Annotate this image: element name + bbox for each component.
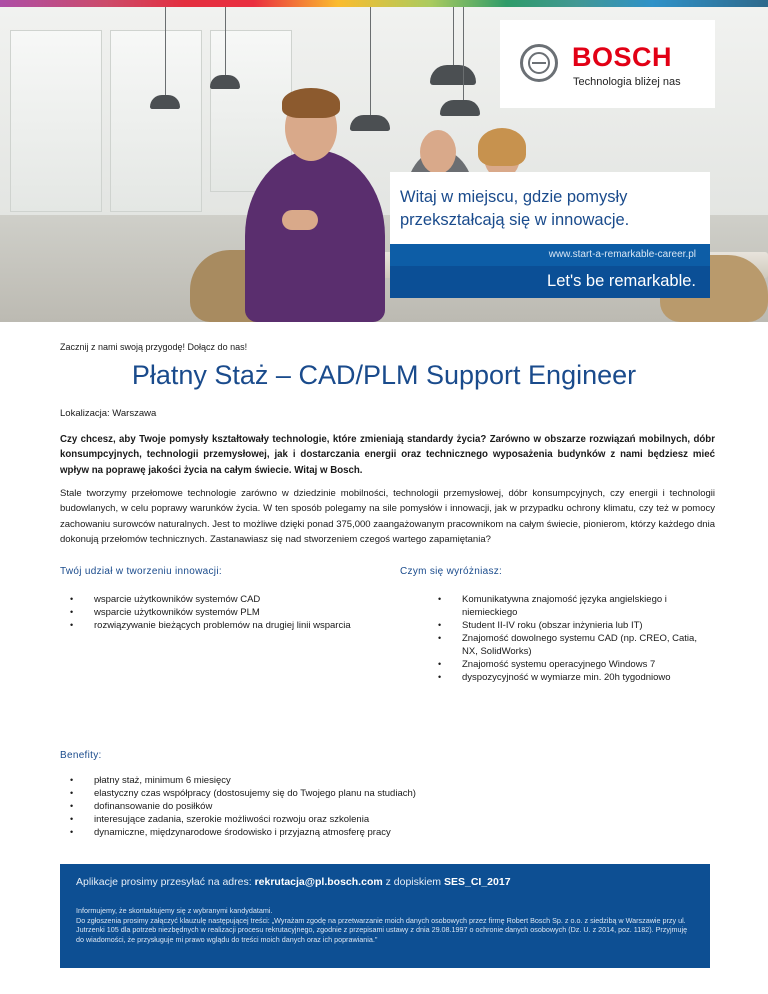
url-bar bbox=[390, 244, 710, 266]
lead-paragraph: Czy chcesz, aby Twoje pomysły kształtowały technologie, które zmieniają standardy życia? Zarówno w obszarze rozwiązań mobilnych, dóbr konsumpcyjnych, technologii przemysłowej, jak i dostarczania energii oraz technicznego wyposażenia budynków z nami będziesz mieć wpływ na poprawę jakości życia na całym świecie. Witaj w Bosch. bbox=[60, 434, 715, 476]
location-text: Lokalizacja: Warszawa bbox=[60, 408, 157, 419]
list-item: • płatny staż, minimum 6 miesięcy bbox=[70, 774, 670, 787]
privacy-info bbox=[76, 906, 696, 944]
privacy-info-clause: Do zgłoszenia prosimy załączyć klauzulę następującej treści: „Wyrażam zgodę na przetwarzanie moich danych osobowych przez firmę Robert Bosch Sp. z o.o. z siedzibą w Warszawie przy ul. Jutrzenki 105 dla potrzeb niezbędnych w realizacji procesu rekrutacyjnego, zgodnie z przepisami ustawy z dnia 29.08.1997 o ochronie danych osobowych (Dz. U. z 2014, poz. 1182). Przyjmuję do wiadomości, że przysługuje mi prawo wglądu do treści moich danych oraz ich poprawiania." bbox=[76, 915, 688, 944]
intro-text: Zacznij z nami swoją przygodę! Dołącz do nas! bbox=[60, 342, 248, 352]
application-code: SES_CI_2017 bbox=[443, 876, 511, 888]
slogan-box bbox=[390, 172, 710, 244]
logo-wordmark: BOSCH bbox=[572, 42, 673, 72]
benefits-heading: Benefity: bbox=[60, 750, 102, 761]
body-paragraph: Stale tworzymy przełomowe technologie zarówno w dziedzinie mobilności, technologii przemysłowej, dóbr konsumpcyjnych, czy energii i technologii budowlanych, w celu poprawy warunków życia. W ten sposób polegamy na sile pomysłów i innowacji, jak w przypadku ochrony klimatu, czy też w pomocy zachowaniu surowców naturalnych. Jest to możliwe dzięki ponad 375,000 zaangażowanym pracownikom na całym świecie, pionierom, którzy każdego dnia dokonują przełomów technicznych. Zastanawiasz się nad stworzeniem czegoś wartego zapamiętania? bbox=[60, 488, 715, 545]
privacy-info-line: Informujemy, że skontaktujemy się z wybranymi kandydatami. bbox=[76, 906, 273, 915]
hero-main-person bbox=[245, 150, 385, 322]
hero-window bbox=[110, 30, 202, 212]
contribution-list bbox=[70, 593, 390, 632]
list-item: • Komunikatywna znajomość języka angielskiego i niemieckiego bbox=[438, 593, 700, 619]
qualifications-heading: Czym się wyróżniasz: bbox=[400, 566, 503, 577]
hero-lamp bbox=[440, 100, 480, 116]
list-item: • dynamiczne, międzynarodowe środowisko i przyjazną atmosferę pracy bbox=[70, 826, 670, 839]
list-item: • wsparcie użytkowników systemów CAD bbox=[70, 593, 390, 606]
list-item: • dyspozycyjność w wymiarze min. 20h tygodniowo bbox=[438, 671, 700, 684]
list-item: • Znajomość systemu operacyjnego Windows 7 bbox=[438, 658, 700, 671]
list-item: • Znajomość dowolnego systemu CAD (np. CREO, Catia, NX, SolidWorks) bbox=[438, 632, 700, 658]
bosch-logo bbox=[500, 20, 715, 108]
apply-instructions bbox=[76, 876, 511, 888]
application-email-link[interactable]: rekrutacja@pl.bosch.com bbox=[254, 876, 383, 888]
remarkable-bar bbox=[390, 266, 710, 298]
qualifications-list bbox=[438, 593, 700, 684]
career-url-link[interactable]: www.start-a-remarkable-career.pl bbox=[548, 249, 696, 260]
hero-hand bbox=[282, 210, 318, 230]
hero-lamp bbox=[150, 95, 180, 109]
hero-lamp bbox=[430, 65, 476, 85]
list-item: • elastyczny czas współpracy (dostosujemy się do Twojego planu na studiach) bbox=[70, 787, 670, 800]
apply-prefix: Aplikacje prosimy przesyłać na adres: bbox=[76, 876, 255, 888]
hero-lamp bbox=[350, 115, 390, 131]
remarkable-claim: Let's be remarkable. bbox=[547, 272, 696, 290]
bosch-armature-icon bbox=[520, 44, 558, 82]
application-footer bbox=[60, 864, 710, 968]
apply-middle: z dopiskiem bbox=[382, 876, 444, 888]
list-item: • dofinansowanie do posiłków bbox=[70, 800, 670, 813]
list-item: • wsparcie użytkowników systemów PLM bbox=[70, 606, 390, 619]
benefits-list bbox=[70, 774, 670, 839]
hero-lamp bbox=[210, 75, 240, 89]
list-item: • Student II-IV roku (obszar inżynieria lub IT) bbox=[438, 619, 700, 632]
list-item: • rozwiązywanie bieżących problemów na drugiej linii wsparcia bbox=[70, 619, 390, 632]
hero-window bbox=[10, 30, 102, 212]
brand-color-strip bbox=[0, 0, 768, 7]
list-item: • interesujące zadania, szerokie możliwości rozwoju oraz szkolenia bbox=[70, 813, 670, 826]
logo-tagline: Technologia bliżej nas bbox=[573, 76, 681, 88]
hero-slogan: Witaj w miejscu, gdzie pomysły przekształcają się w innowacje. bbox=[400, 188, 630, 229]
page-title: Płatny Staż – CAD/PLM Support Engineer bbox=[131, 360, 637, 390]
contribution-heading: Twój udział w tworzeniu innowacji: bbox=[60, 566, 222, 577]
